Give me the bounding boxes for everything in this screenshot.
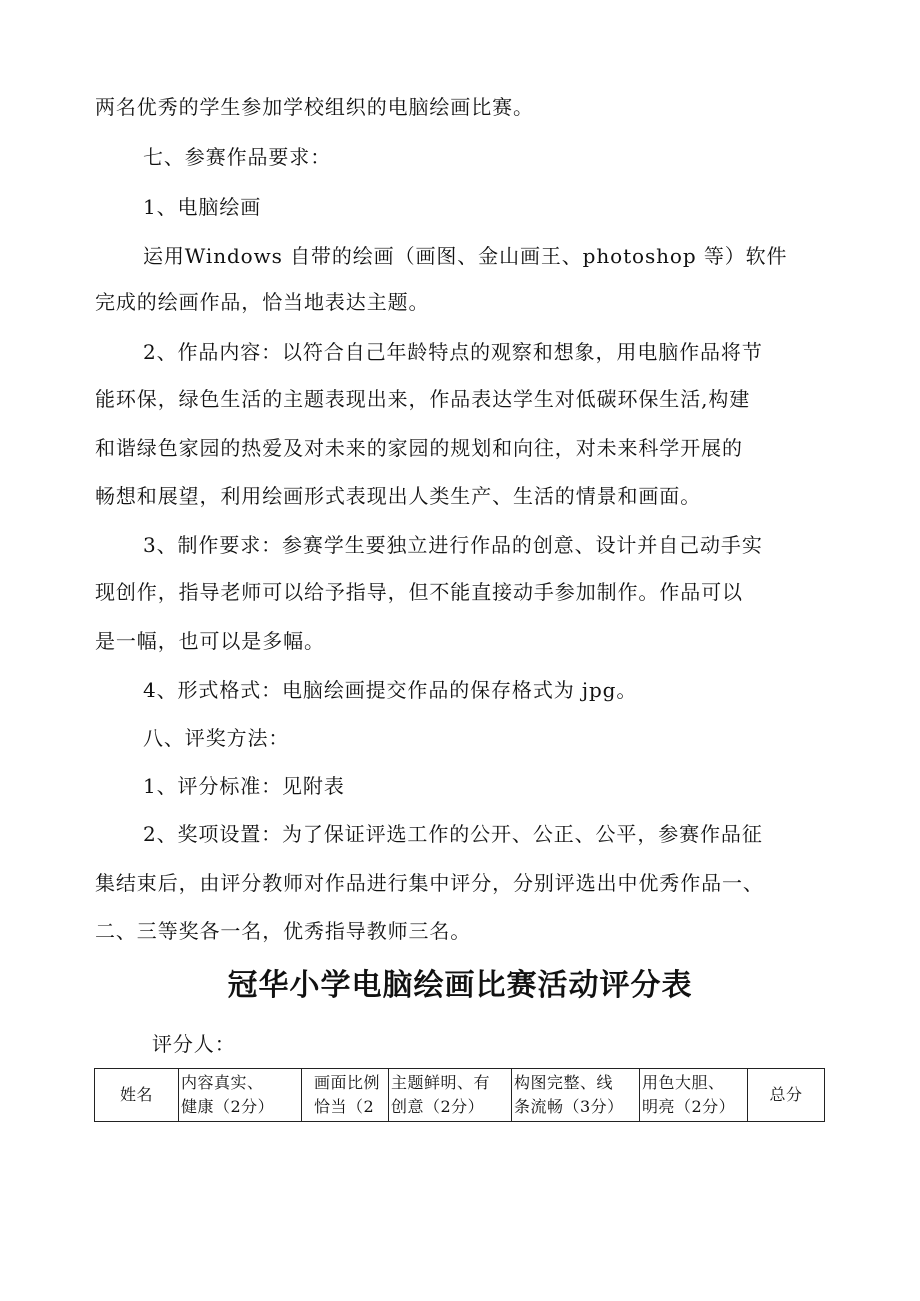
header-cell-proportion [302, 1069, 389, 1122]
paragraph-line: 畅想和展望，利用绘画形式表现出人类生产、生活的情景和画面。 [95, 484, 702, 508]
header-cell-line: 内容真实、 [181, 1073, 264, 1092]
paragraph-line: 2、作品内容：以符合自己年龄特点的观察和想象，用电脑作品将节 [143, 340, 763, 364]
paragraph-line: 现创作，指导老师可以给予指导，但不能直接动手参加制作。作品可以 [95, 580, 743, 604]
header-cell-line: 健康（2分） [181, 1097, 275, 1116]
header-cell-line: 条流畅（3分） [514, 1097, 624, 1116]
header-cell-name: 姓名 [95, 1069, 179, 1122]
header-cell-composition [512, 1069, 640, 1122]
header-cell-line: 构图完整、线 [514, 1073, 614, 1092]
header-cell-color [640, 1069, 748, 1122]
paragraph-line: 和谐绿色家园的热爱及对未来的家园的规划和向往，对未来科学开展的 [95, 436, 743, 460]
paragraph-line: 3、制作要求：参赛学生要独立进行作品的创意、设计并自己动手实 [143, 533, 763, 557]
header-cell-line: 用色大胆、 [642, 1073, 725, 1092]
header-cell-line: 主题鲜明、有 [391, 1073, 491, 1092]
paragraph-line: 2、奖项设置：为了保证评选工作的公开、公正、公平，参赛作品征 [143, 822, 763, 846]
section-heading: 八、评奖方法： [143, 726, 290, 750]
paragraph-line: 集结束后，由评分教师对作品进行集中评分，分别评选出中优秀作品一、 [95, 871, 764, 895]
score-table [94, 1068, 825, 1122]
header-cell-line: 恰当（2 [314, 1097, 375, 1116]
paragraph-line: 两名优秀的学生参加学校组织的电脑绘画比赛。 [95, 95, 534, 119]
section-heading: 七、参赛作品要求： [143, 145, 332, 169]
paragraph-line: 4、形式格式：电脑绘画提交作品的保存格式为 jpg。 [143, 678, 638, 702]
table-title: 冠华小学电脑绘画比赛活动评分表 [227, 968, 693, 1003]
paragraph-line: 完成的绘画作品，恰当地表达主题。 [95, 290, 430, 314]
header-cell-line: 创意（2分） [391, 1097, 485, 1116]
header-cell-total: 总分 [748, 1069, 825, 1122]
header-cell-content [179, 1069, 302, 1122]
header-cell-line: 明亮（2分） [642, 1097, 736, 1116]
paragraph-line: 1、评分标准：见附表 [143, 774, 345, 798]
paragraph-line: 是一幅，也可以是多幅。 [95, 629, 325, 653]
scorer-label: 评分人： [152, 1032, 236, 1056]
paragraph-line: 二、三等奖各一名，优秀指导教师三名。 [95, 919, 472, 943]
paragraph-line: 运用Windows 自带的绘画（画图、金山画王、photoshop 等）软件 [143, 244, 788, 268]
subsection-heading: 1、电脑绘画 [143, 195, 262, 219]
header-cell-line: 画面比例 [314, 1073, 381, 1092]
paragraph-line: 能环保，绿色生活的主题表现出来，作品表达学生对低碳环保生活,构建 [95, 387, 751, 411]
header-cell-theme [389, 1069, 512, 1122]
table-header-row [95, 1069, 825, 1122]
